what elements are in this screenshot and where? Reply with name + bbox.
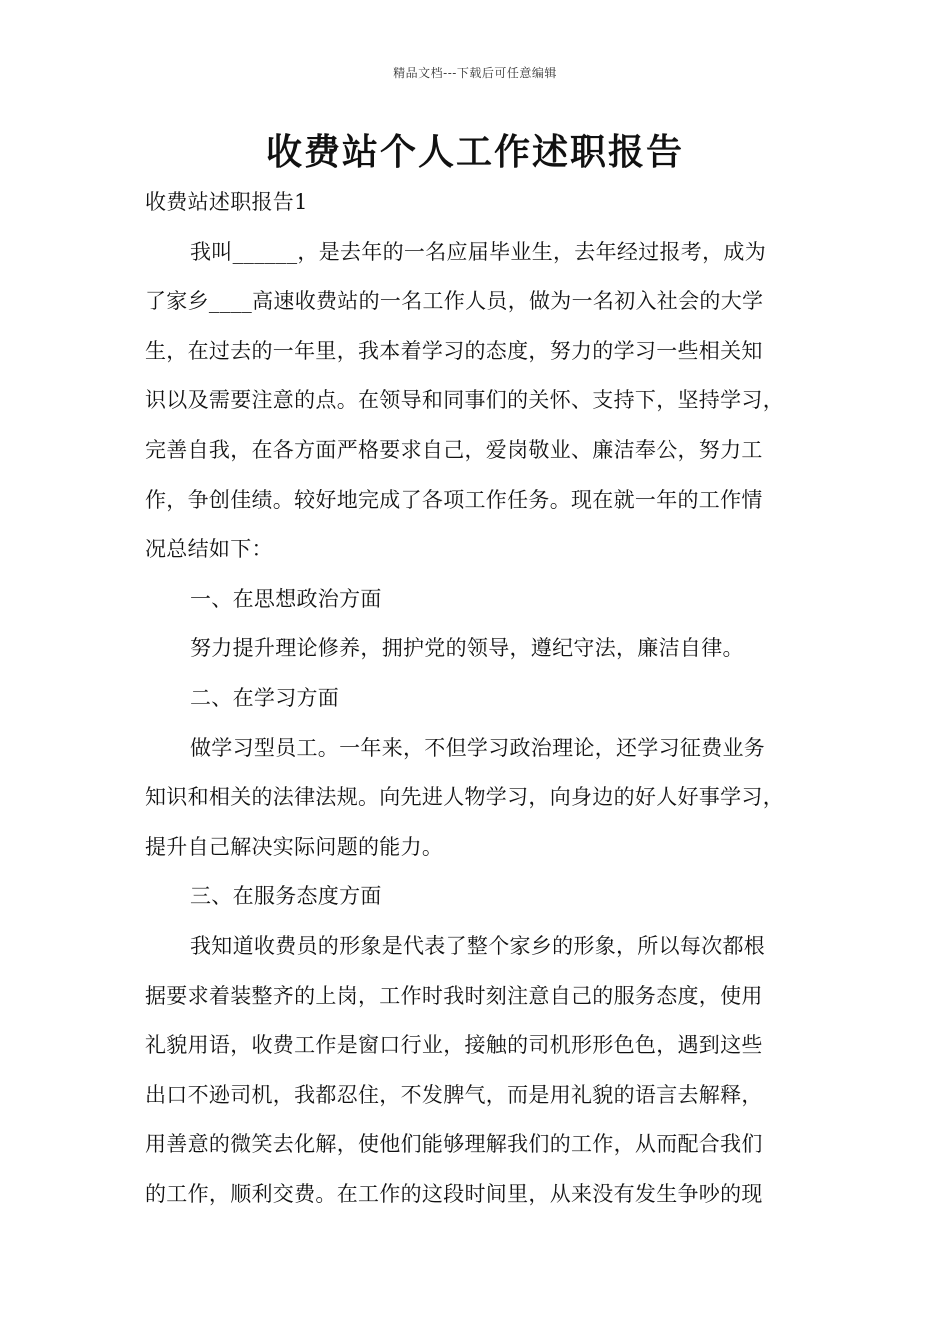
text-line: 三、在服务态度方面 [190, 884, 382, 909]
text-line: 的工作，顺利交费。在工作的这段时间里，从来没有发生争吵的现 [145, 1181, 763, 1206]
text-line: 出口不逊司机，我都忍住，不发脾气，而是用礼貌的语言去解释， [145, 1082, 763, 1107]
text-line: 识以及需要注意的点。在领导和同事们的关怀、支持下，坚持学习， [145, 388, 784, 413]
text-line: 二、在学习方面 [190, 685, 340, 710]
text-line: 提升自己解决实际问题的能力。 [145, 834, 444, 859]
text-line: 我叫______，是去年的一名应届毕业生，去年经过报考，成为 [190, 239, 766, 264]
header-note: 精品文档---下载后可任意编辑 [393, 66, 557, 80]
text-line: 作，争创佳绩。较好地完成了各项工作任务。现在就一年的工作情 [145, 487, 763, 512]
text-line: 知识和相关的法律法规。向先进人物学习，向身边的好人好事学习， [145, 785, 784, 810]
text-line: 完善自我，在各方面严格要求自己，爱岗敬业、廉洁奉公，努力工 [145, 437, 763, 462]
text-line: 收费站述职报告1 [145, 190, 308, 214]
text-line: 用善意的微笑去化解，使他们能够理解我们的工作，从而配合我们 [145, 1132, 763, 1157]
text-line: 努力提升理论修养，拥护党的领导，遵纪守法，廉洁自律。 [190, 636, 744, 661]
text-line: 了家乡____高速收费站的一名工作人员，做为一名初入社会的大学 [145, 289, 764, 314]
text-line: 一、在思想政治方面 [190, 586, 382, 611]
document-title: 收费站个人工作述职报告 [265, 131, 684, 173]
text-line: 况总结如下： [145, 537, 273, 562]
document-body [145, 178, 820, 1219]
text-line: 生，在过去的一年里，我本着学习的态度，努力的学习一些相关知 [145, 338, 763, 363]
text-line: 礼貌用语，收费工作是窗口行业，接触的司机形形色色，遇到这些 [145, 1033, 763, 1058]
text-line: 我知道收费员的形象是代表了整个家乡的形象，所以每次都根 [190, 933, 766, 958]
text-line: 据要求着装整齐的上岗，工作时我时刻注意自己的服务态度，使用 [145, 983, 763, 1008]
text-line: 做学习型员工。一年来，不但学习政治理论，还学习征费业务 [190, 735, 766, 760]
